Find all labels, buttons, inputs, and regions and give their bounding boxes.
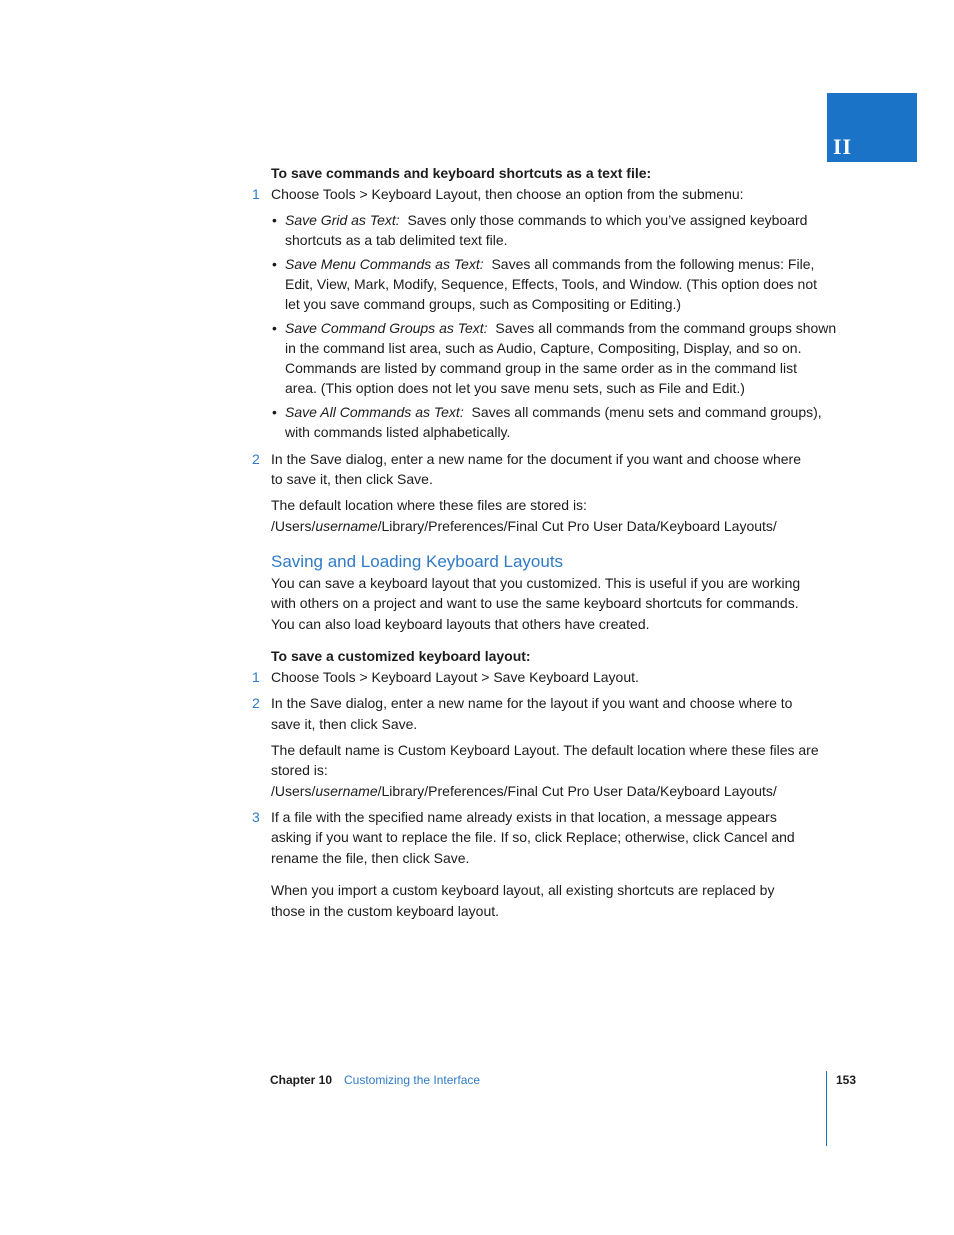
bullet-line: Saves all commands (menu sets and command groups), — [471, 404, 822, 420]
default-name-line: The default name is Custom Keyboard Layout. The default location where these files are — [271, 742, 819, 758]
intro-line: with others on a project and want to use the same keyboard shortcuts for commands. — [271, 595, 799, 611]
bullet-line: shortcuts as a tab delimited text file. — [285, 232, 508, 248]
intro-line: You can save a keyboard layout that you customized. This is useful if you are working — [271, 575, 801, 591]
bullet-line: Edit, View, Mark, Modify, Sequence, Effects, Tools, and Window. (This option does not — [285, 276, 818, 292]
step-number: 1 — [252, 669, 260, 685]
default-name-line: stored is: — [271, 762, 328, 778]
step-number: 2 — [252, 451, 260, 467]
intro-line: You can also load keyboard layouts that others have created. — [271, 616, 650, 632]
bullet-line: let you save command groups, such as Compositing or Editing.) — [285, 296, 682, 312]
bullet-term: Save Grid as Text: — [285, 212, 400, 228]
path-prefix: /Users/ — [271, 783, 316, 799]
footer-rule — [826, 1071, 827, 1146]
bullet-marker: • — [272, 320, 277, 336]
file-path — [271, 781, 777, 801]
step-number: 2 — [252, 695, 260, 711]
bullet-line: Saves all commands from the command groups shown — [495, 320, 837, 336]
bullet-line: Saves all commands from the following menus: File, — [491, 256, 815, 272]
step-number: 1 — [252, 186, 260, 202]
closing-line: those in the custom keyboard layout. — [271, 903, 500, 919]
step-number: 3 — [252, 809, 260, 825]
step-text: In the Save dialog, enter a new name for the document if you want and choose where — [271, 451, 801, 467]
bullet-line: area. (This option does not let you save menu sets, such as File and Edit.) — [285, 380, 745, 396]
bullet-line: Commands are listed by command group in the same order as in the command list — [285, 360, 798, 376]
step-text: In the Save dialog, enter a new name for the layout if you want and choose where to — [271, 695, 793, 711]
section-heading: Saving and Loading Keyboard Layouts — [271, 552, 564, 571]
bullet-item — [285, 254, 814, 274]
bullet-marker: • — [272, 256, 277, 272]
step-text: rename the file, then click Save. — [271, 850, 470, 866]
step-text: save it, then click Save. — [271, 716, 418, 732]
step-text: Choose Tools > Keyboard Layout > Save Keyboard Layout. — [271, 669, 639, 685]
step-text: to save it, then click Save. — [271, 471, 433, 487]
bullet-line: Saves only those commands to which you’ve assigned keyboard — [407, 212, 808, 228]
task-title-text-file: To save commands and keyboard shortcuts as a text file: — [271, 165, 652, 181]
location-intro: The default location where these files are stored is: — [271, 497, 587, 513]
step-text: Choose Tools > Keyboard Layout, then choose an option from the submenu: — [271, 186, 744, 202]
bullet-term: Save All Commands as Text: — [285, 404, 464, 420]
bullet-marker: • — [272, 212, 277, 228]
bullet-item — [285, 318, 836, 338]
task-title-save-layout: To save a customized keyboard layout: — [271, 648, 531, 664]
part-tab — [827, 93, 917, 162]
bullet-term: Save Menu Commands as Text: — [285, 256, 484, 272]
path-suffix: /Library/Preferences/Final Cut Pro User Data/Keyboard Layouts/ — [377, 783, 777, 799]
bullet-marker: • — [272, 404, 277, 420]
part-tab-label: II — [833, 134, 853, 159]
step-text: asking if you want to replace the file. If so, click Replace; otherwise, click Cancel and — [271, 829, 795, 845]
bullet-line: in the command list area, such as Audio, Capture, Compositing, Display, and so on. — [285, 340, 802, 356]
footer-chapter-title: Customizing the Interface — [344, 1073, 481, 1087]
path-user: username — [315, 783, 378, 799]
page-number: 153 — [836, 1073, 857, 1087]
path-suffix: /Library/Preferences/Final Cut Pro User Data/Keyboard Layouts/ — [377, 518, 777, 534]
file-path — [271, 516, 777, 536]
closing-line: When you import a custom keyboard layout, all existing shortcuts are replaced by — [271, 882, 775, 898]
path-user: username — [315, 518, 378, 534]
path-prefix: /Users/ — [271, 518, 316, 534]
footer-chapter: Chapter 10 — [270, 1073, 333, 1087]
bullet-line: with commands listed alphabetically. — [285, 424, 511, 440]
bullet-item — [285, 210, 807, 230]
bullet-item — [285, 402, 822, 422]
bullet-term: Save Command Groups as Text: — [285, 320, 488, 336]
step-text: If a file with the specified name already exists in that location, a message appears — [271, 809, 777, 825]
